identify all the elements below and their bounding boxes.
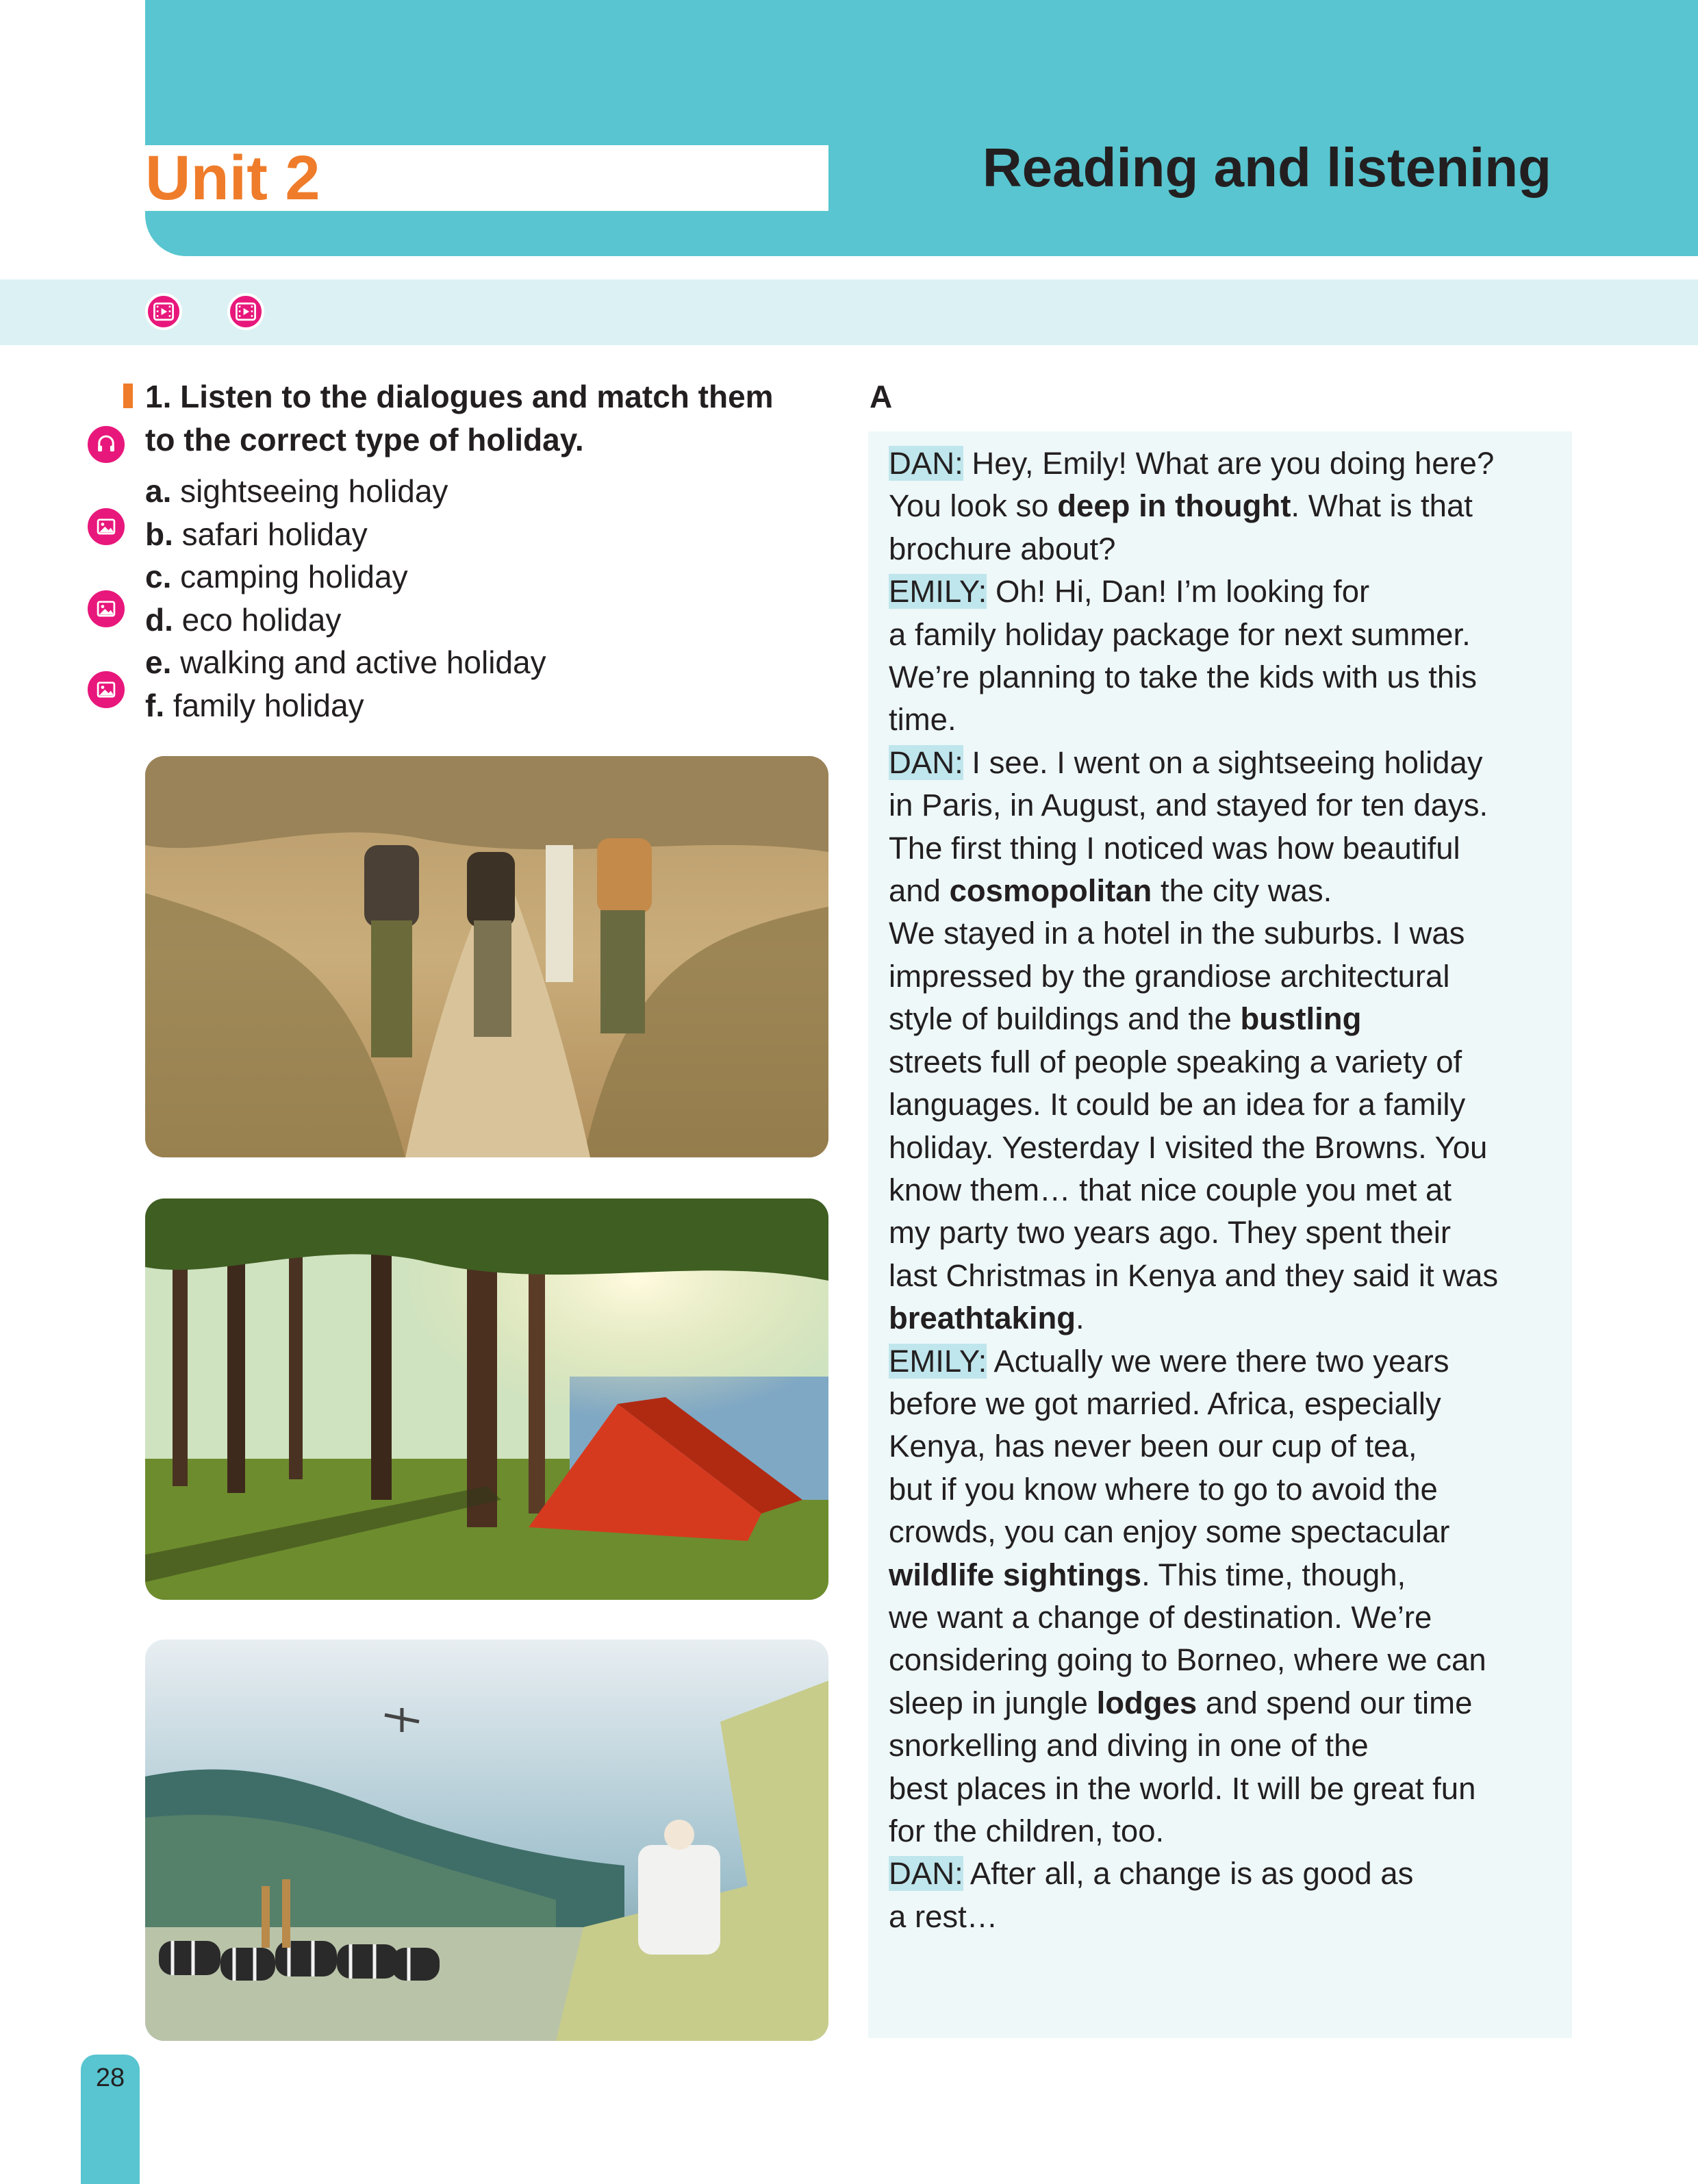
dialogue-fragment: the city was.	[1152, 873, 1332, 909]
dialogue-fragment: You look so	[889, 488, 1058, 524]
dialogue-fragment: and spend our time	[1197, 1685, 1473, 1720]
key-phrase: cosmopolitan	[949, 873, 1152, 909]
dialogue-fragment: impressed by the grandiose architectural	[889, 958, 1450, 994]
dialogue-fragment: After all, a change is as good as	[963, 1856, 1414, 1892]
dialogue-line	[889, 485, 1567, 527]
dialogue-text	[889, 442, 1567, 1938]
dialogue-line	[889, 1511, 1567, 1553]
dialogue-line	[889, 570, 1567, 613]
dialogue-line	[889, 1083, 1567, 1126]
dialogue-fragment: . What is that	[1291, 488, 1473, 524]
option-text: safari holiday	[181, 516, 368, 552]
speaker-label: DAN:	[889, 744, 963, 780]
dialogue-fragment: We’re planning to take the kids with us this	[889, 660, 1478, 695]
dialogue-line	[889, 656, 1567, 699]
dialogue-fragment: know them… that nice couple you met at	[889, 1172, 1452, 1207]
option-letter: f.	[145, 687, 165, 723]
option-letter: b.	[145, 516, 173, 552]
option-text: camping holiday	[180, 559, 408, 594]
dialogue-line	[889, 1554, 1567, 1596]
dialogue-fragment: a rest…	[889, 1898, 998, 1934]
dialogue-fragment: best places in the world. It will be great fun	[889, 1770, 1476, 1806]
dialogue-line	[889, 1724, 1567, 1767]
section-title: Reading and listening	[982, 137, 1551, 198]
holiday-options	[145, 470, 830, 727]
page-number: 28	[95, 2063, 125, 2092]
dialogue-fragment: style of buildings and the	[889, 1001, 1241, 1037]
dialogue-fragment: Oh! Hi, Dan! I’m looking for	[987, 574, 1370, 610]
dialogue-line	[889, 1340, 1567, 1383]
hikers-photo	[145, 756, 828, 1157]
option-text: sightseeing holiday	[180, 473, 448, 509]
dialogue-line	[889, 955, 1567, 998]
dialogue-fragment: crowds, you can enjoy some spectacular	[889, 1514, 1450, 1550]
dialogue-fragment: Actually we were there two years	[987, 1343, 1449, 1379]
speaker-label: EMILY:	[889, 574, 987, 610]
dialogue-line	[889, 1682, 1567, 1724]
dialogue-line	[889, 742, 1567, 784]
list-item	[145, 599, 830, 642]
dialogue-fragment: Hey, Emily! What are you doing here?	[963, 446, 1495, 481]
dialogue-fragment: last Christmas in Kenya and they said it was	[889, 1257, 1499, 1293]
option-letter: d.	[145, 601, 173, 638]
dialogue-fragment: we want a change of destination. We’re	[889, 1599, 1432, 1635]
dialogue-fragment: streets full of people speaking a variety of	[889, 1044, 1462, 1079]
dialogue-fragment: snorkelling and diving in one of the	[889, 1728, 1369, 1763]
dialogue-fragment: Kenya, has never been our cup of tea,	[889, 1429, 1417, 1464]
dialogue-fragment: languages. It could be an idea for a family	[889, 1087, 1466, 1122]
dialogue-fragment: before we got married. Africa, especially	[889, 1385, 1441, 1421]
option-letter: c.	[145, 559, 172, 594]
dialogue-fragment: . This time, though,	[1141, 1557, 1406, 1592]
list-item	[145, 555, 830, 599]
safari-photo	[145, 1640, 828, 2041]
dialogue-line	[889, 614, 1567, 656]
dialogue-line	[889, 1468, 1567, 1511]
key-phrase: breathtaking	[889, 1301, 1076, 1336]
dialogue-line	[889, 528, 1567, 570]
image-icon[interactable]	[85, 505, 127, 548]
image-icon[interactable]	[85, 588, 127, 630]
option-letter: a.	[145, 473, 172, 509]
dialogue-line	[889, 784, 1567, 827]
dialogue-line	[889, 1896, 1567, 1938]
key-phrase: wildlife sightings	[889, 1557, 1142, 1592]
dialogue-fragment: a family holiday package for next summer.	[889, 616, 1471, 652]
option-text: walking and active holiday	[180, 644, 546, 680]
dialogue-fragment: and	[889, 873, 950, 909]
header-band	[145, 0, 1698, 256]
dialogue-line	[889, 1041, 1567, 1083]
key-phrase: lodges	[1096, 1685, 1198, 1720]
dialogue-fragment: holiday. Yesterday I visited the Browns. You	[889, 1129, 1488, 1165]
dialogue-fragment: but if you know where to go to avoid the	[889, 1471, 1438, 1507]
dialogue-line	[889, 1383, 1567, 1425]
dialogue-fragment: We stayed in a hotel in the suburbs. I was	[889, 916, 1465, 951]
list-item	[145, 513, 830, 556]
dialogue-fragment: sleep in jungle	[889, 1685, 1097, 1720]
dialogue-line	[889, 1768, 1567, 1810]
dialogue-fragment: .	[1076, 1301, 1085, 1336]
dialogue-fragment: time.	[889, 702, 956, 738]
dialogue-fragment: in Paris, in August, and stayed for ten days.	[889, 788, 1488, 823]
dialogue-fragment: considering going to Borneo, where we can	[889, 1642, 1486, 1678]
dialogue-fragment: my party two years ago. They spent their	[889, 1215, 1452, 1251]
speaker-label: EMILY:	[889, 1343, 987, 1379]
dialogue-line	[889, 870, 1567, 912]
dialogue-fragment: The first thing I noticed was how beautiful	[889, 830, 1460, 866]
video-icon[interactable]	[145, 293, 182, 330]
dialogue-fragment: for the children, too.	[889, 1813, 1165, 1848]
dialogue-label: A	[870, 379, 893, 414]
video-icon[interactable]	[227, 293, 264, 330]
dialogue-line	[889, 827, 1567, 870]
speaker-label: DAN:	[889, 446, 963, 481]
list-item	[145, 684, 830, 727]
option-letter: e.	[145, 644, 172, 680]
option-text: family holiday	[173, 687, 364, 723]
dialogue-line	[889, 1212, 1567, 1254]
camping-photo	[145, 1198, 828, 1600]
dialogue-line	[889, 1169, 1567, 1212]
dialogue-line	[889, 1255, 1567, 1297]
dialogue-line	[889, 1297, 1567, 1340]
instruction-line: 1. Listen to the dialogues and match them	[145, 379, 774, 414]
dialogue-line	[889, 912, 1567, 955]
dialogue-line	[889, 998, 1567, 1040]
dialogue-fragment: brochure about?	[889, 531, 1116, 566]
key-phrase: bustling	[1240, 1001, 1362, 1037]
dialogue-line	[889, 1425, 1567, 1468]
exercise-marker	[123, 384, 133, 408]
dialogue-line	[889, 1810, 1567, 1853]
dialogue-line	[889, 1127, 1567, 1169]
option-text: eco holiday	[181, 601, 342, 638]
exercise-instruction	[145, 375, 850, 462]
dialogue-line	[889, 1639, 1567, 1681]
dialogue-fragment: I see. I went on a sightseeing holiday	[963, 744, 1483, 780]
dialogue-line	[889, 699, 1567, 741]
list-item	[145, 470, 830, 513]
dialogue-line	[889, 1853, 1567, 1895]
headphones-icon[interactable]	[85, 423, 127, 466]
image-icon[interactable]	[85, 668, 127, 711]
speaker-label: DAN:	[889, 1856, 963, 1892]
unit-title: Unit 2	[145, 143, 320, 213]
list-item	[145, 641, 830, 684]
dialogue-line	[889, 442, 1567, 485]
instruction-line: to the correct type of holiday.	[145, 422, 584, 457]
dialogue-line	[889, 1596, 1567, 1639]
key-phrase: deep in thought	[1057, 488, 1291, 524]
